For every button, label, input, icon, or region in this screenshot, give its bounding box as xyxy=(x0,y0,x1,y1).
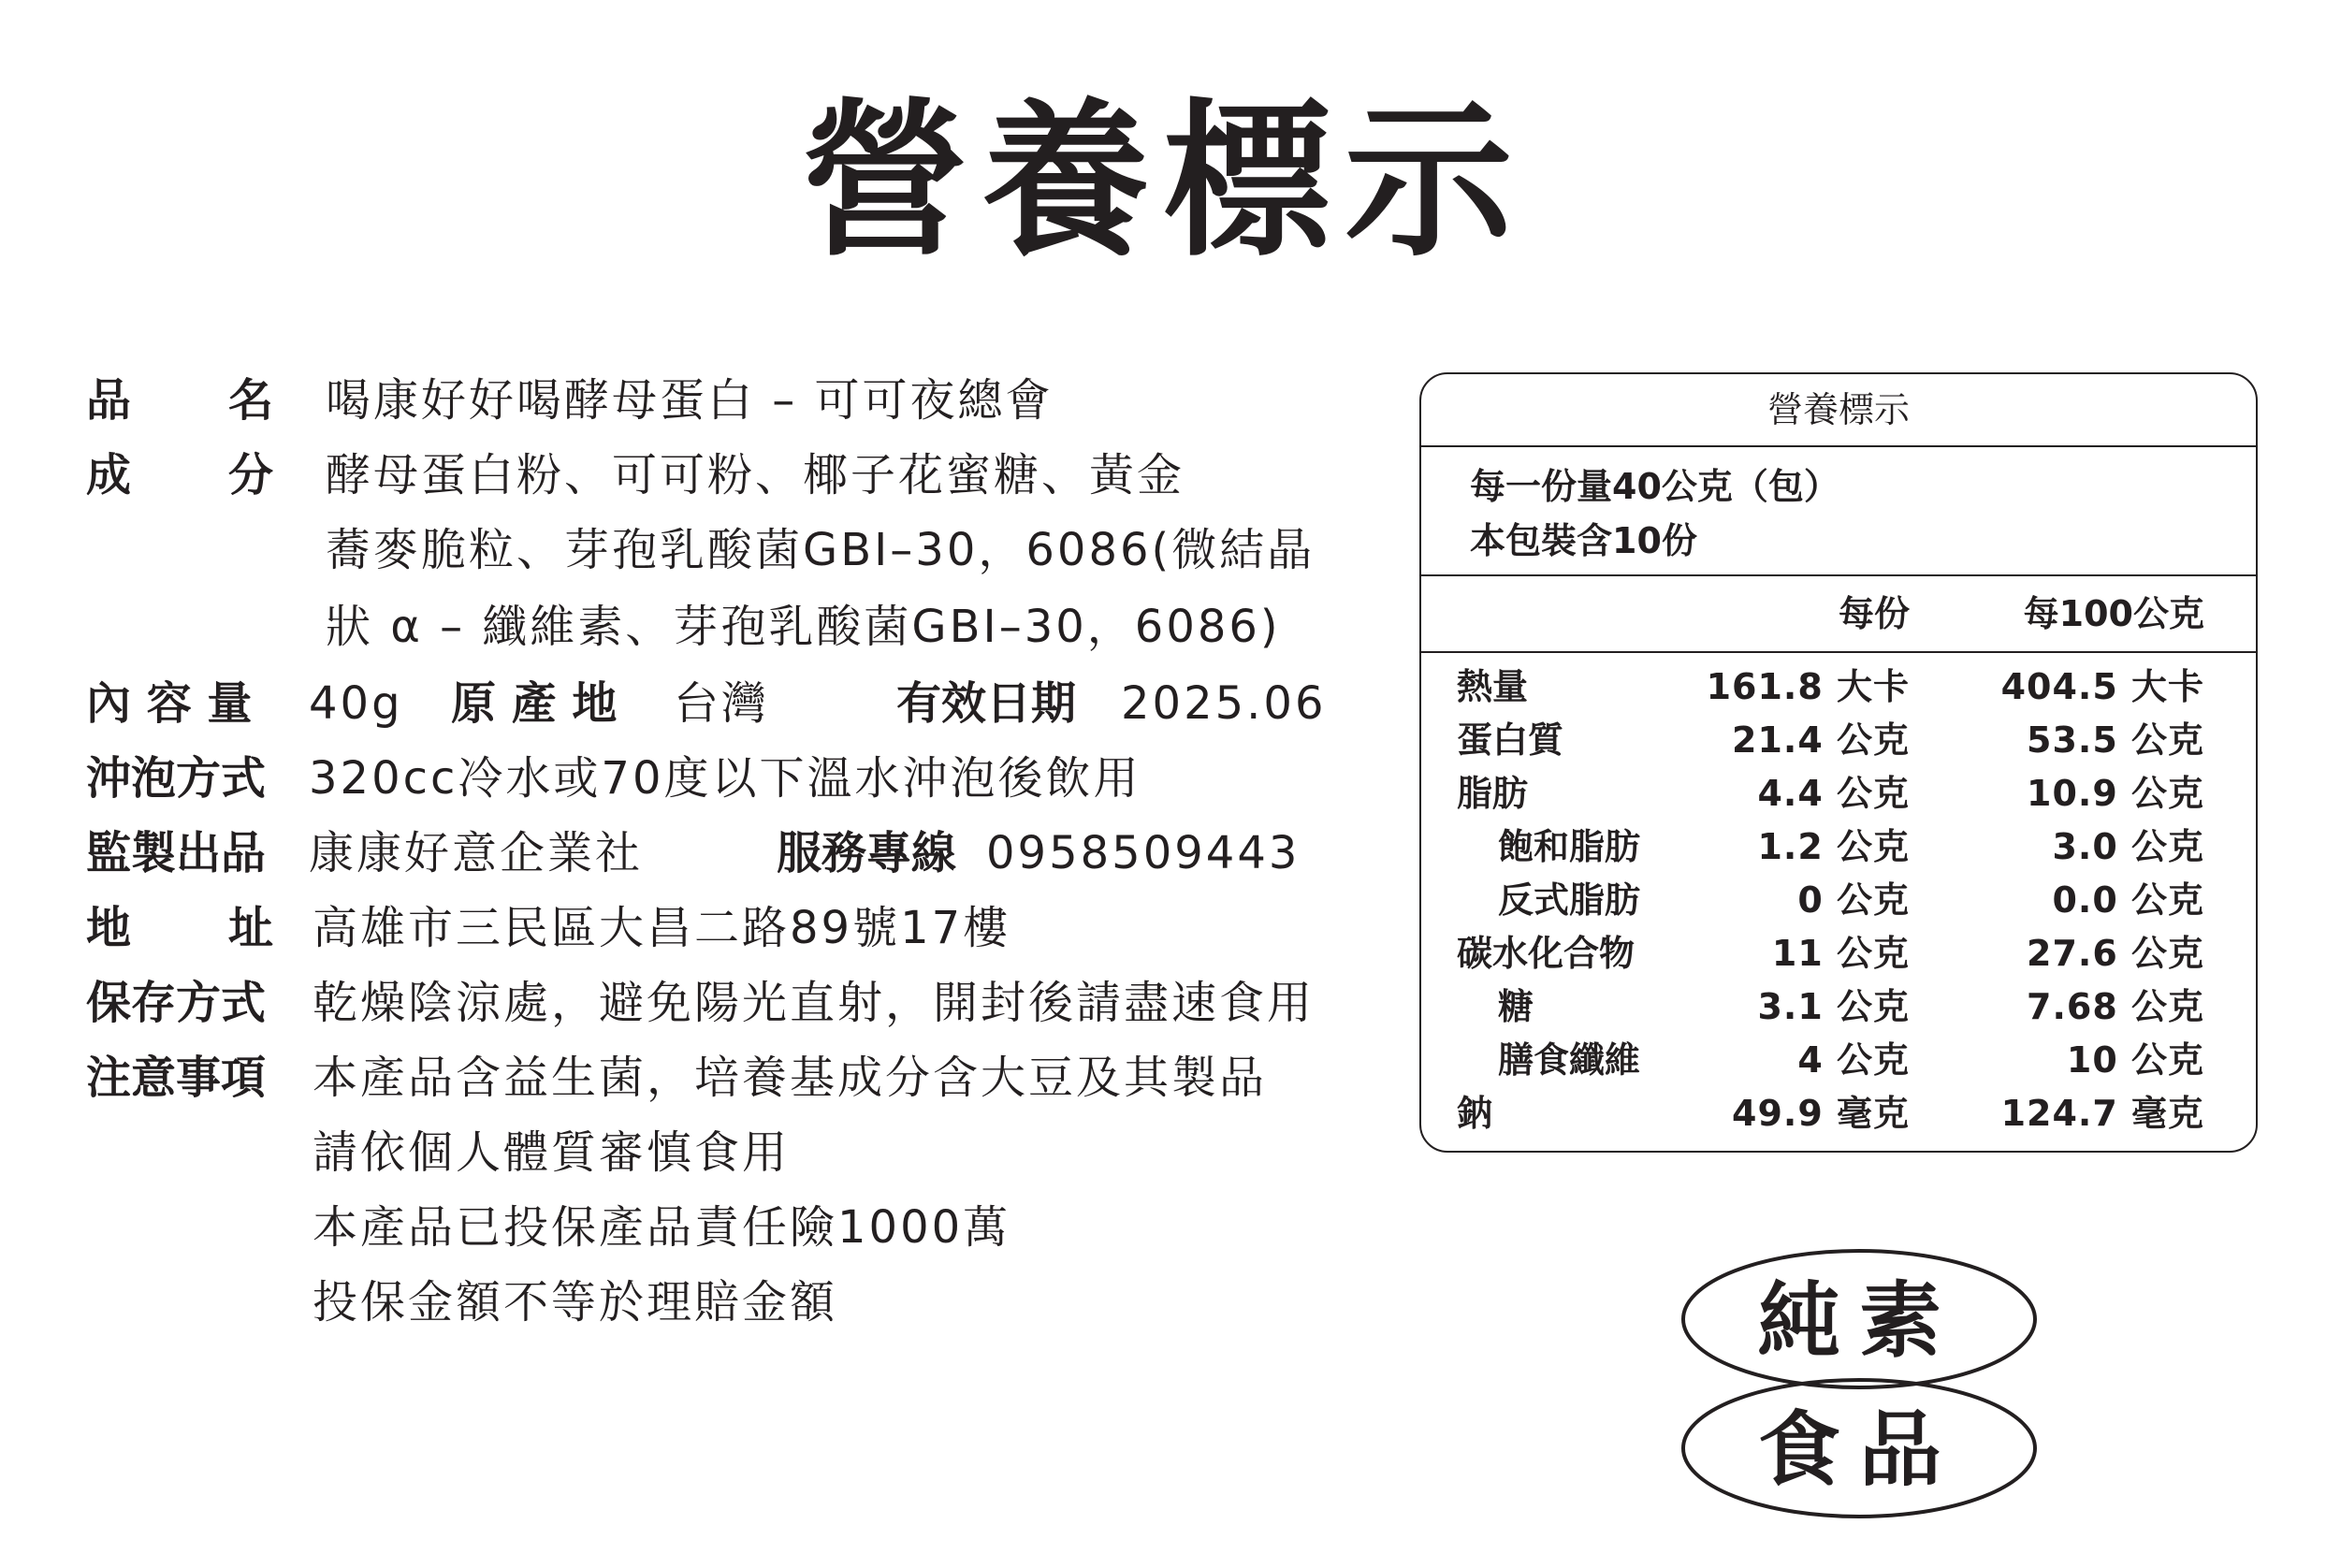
nutrient-name: 熱量 xyxy=(1457,666,1529,707)
notice-line: 投保金額不等於理賠金額 xyxy=(313,1276,838,1328)
nutrient-name: 脂肪 xyxy=(1457,773,1529,814)
ingredients-label xyxy=(86,438,273,513)
nutrient-name: 糖 xyxy=(1498,986,1534,1027)
producer-row xyxy=(86,816,1396,891)
notice-row xyxy=(86,1040,1396,1115)
storage-value: 乾燥陰涼處，避免陽光直射，開封後請盡速食用 xyxy=(313,977,1316,1029)
nutrient-per-serving: 49.9 毫克 xyxy=(1732,1093,1910,1134)
nutrient-per-serving: 161.8 大卡 xyxy=(1706,666,1910,707)
notice-row-cont xyxy=(86,1265,1396,1340)
nutrient-name: 蛋白質 xyxy=(1457,719,1564,761)
nutrient-per-100g: 0.0 公克 xyxy=(2052,879,2204,921)
nutrient-per-100g: 27.6 公克 xyxy=(2027,933,2204,974)
nutrient-per-100g: 7.68 公克 xyxy=(2027,986,2204,1027)
nutrient-name: 碳水化合物 xyxy=(1457,933,1635,974)
product-name-value: 喝康好好喝酵母蛋白 – 可可夜總會 xyxy=(326,374,1054,427)
nutrient-row xyxy=(1421,874,2256,927)
nutrition-table-title: 營養標示 xyxy=(1766,389,1910,430)
expiry-label: 有效日期 xyxy=(896,677,1077,730)
expiry-value: 2025.06 xyxy=(1121,677,1327,730)
nutrient-per-serving: 4 公克 xyxy=(1797,1039,1910,1081)
label-char: 址 xyxy=(227,902,273,954)
nutrient-name: 鈉 xyxy=(1457,1093,1493,1134)
nutrient-per-serving: 11 公克 xyxy=(1771,933,1910,974)
vegan-food-stamp xyxy=(1672,1244,2046,1525)
label-char: 品 xyxy=(86,374,132,427)
nutrient-per-100g: 124.7 毫克 xyxy=(2000,1093,2204,1134)
content-value: 40g xyxy=(309,677,403,730)
nutrient-per-100g: 53.5 公克 xyxy=(2027,719,2204,761)
nutrient-per-100g: 10 公克 xyxy=(2066,1039,2204,1081)
notice-line: 請依個人體質審慎食用 xyxy=(313,1126,791,1179)
nutrient-per-100g: 10.9 公克 xyxy=(2027,773,2204,814)
producer-value: 康康好意企業社 xyxy=(309,827,644,879)
brewing-row xyxy=(86,741,1396,816)
storage-row xyxy=(86,965,1396,1040)
address-row xyxy=(86,891,1396,965)
nutrient-per-serving: 21.4 公克 xyxy=(1732,719,1910,761)
content-origin-expiry-row xyxy=(86,666,1396,741)
ingredients-line: 酵母蛋白粉、可可粉、椰子花蜜糖、黃金 xyxy=(326,449,1185,501)
storage-label: 保存方式 xyxy=(86,977,267,1029)
hotline-label: 服務專線 xyxy=(777,827,957,879)
notice-row-cont xyxy=(86,1115,1396,1190)
ingredients-line: 蕎麥脆粒、芽孢乳酸菌GBI–30，6086(微結晶 xyxy=(326,524,1316,576)
origin-value: 台灣 xyxy=(674,677,770,730)
nutrient-row xyxy=(1421,980,2256,1034)
nutrient-per-serving: 4.4 公克 xyxy=(1757,773,1910,814)
ingredients-row-cont xyxy=(86,513,1396,589)
nutrient-row xyxy=(1421,927,2256,980)
product-name-row xyxy=(86,363,1396,438)
nutrient-row xyxy=(1421,1087,2256,1140)
ingredients-row-cont xyxy=(86,589,1396,666)
notice-row-cont xyxy=(86,1190,1396,1265)
divider xyxy=(1421,445,2256,447)
label-char: 名 xyxy=(227,374,273,427)
nutrient-per-100g: 3.0 公克 xyxy=(2052,826,2204,867)
page-title: 營養標示 xyxy=(799,84,1526,280)
notice-label: 注意事項 xyxy=(86,1052,267,1104)
nutrient-per-100g: 404.5 大卡 xyxy=(2000,666,2204,707)
nutrient-name: 飽和脂肪 xyxy=(1498,826,1641,867)
notice-line: 本產品已投保產品責任險1000萬 xyxy=(313,1201,1011,1254)
nutrient-row xyxy=(1421,714,2256,767)
divider xyxy=(1421,651,2256,653)
producer-label: 監製出品 xyxy=(86,827,267,879)
nutrient-row xyxy=(1421,661,2256,714)
label-char: 分 xyxy=(227,449,273,501)
servings-per-pack: 本包裝含10份 xyxy=(1470,520,1697,561)
stamp-text-bottom: 食品 xyxy=(1757,1401,1960,1498)
content-label: 內 容 量 xyxy=(86,677,253,730)
ingredients-line: 狀 α – 纖維素、芽孢乳酸菌GBI–30，6086) xyxy=(326,601,1281,653)
nutrient-row xyxy=(1421,820,2256,874)
origin-label: 原 產 地 xyxy=(451,677,618,730)
stamp-text-top: 純素 xyxy=(1757,1272,1960,1369)
hotline-value: 0958509443 xyxy=(986,827,1301,879)
nutrient-per-serving: 1.2 公克 xyxy=(1757,826,1910,867)
nutrient-name: 反式脂肪 xyxy=(1498,879,1641,921)
nutrition-facts-table xyxy=(1419,372,2258,1153)
nutrient-row xyxy=(1421,1034,2256,1087)
brewing-value: 320cc冷水或70度以下溫水沖泡後飲用 xyxy=(309,752,1141,805)
nutrient-name: 膳食纖維 xyxy=(1498,1039,1641,1081)
label-char: 成 xyxy=(86,449,132,501)
product-name-label xyxy=(86,363,273,438)
label-char: 地 xyxy=(86,902,132,954)
col-per-100g-header: 每100公克 xyxy=(2023,593,2204,634)
product-info xyxy=(86,363,1396,1340)
col-per-serving-header: 每份 xyxy=(1838,593,1910,634)
address-label xyxy=(86,891,273,965)
ingredients-row xyxy=(86,438,1396,513)
nutrient-per-serving: 0 公克 xyxy=(1797,879,1910,921)
address-value: 高雄市三民區大昌二路89號17樓 xyxy=(313,902,1011,954)
nutrient-row xyxy=(1421,767,2256,820)
nutrient-per-serving: 3.1 公克 xyxy=(1757,986,1910,1027)
notice-line: 本產品含益生菌，培養基成分含大豆及其製品 xyxy=(313,1052,1268,1104)
serving-size: 每一份量40公克（包） xyxy=(1470,466,1839,507)
brewing-label: 沖泡方式 xyxy=(86,752,267,805)
